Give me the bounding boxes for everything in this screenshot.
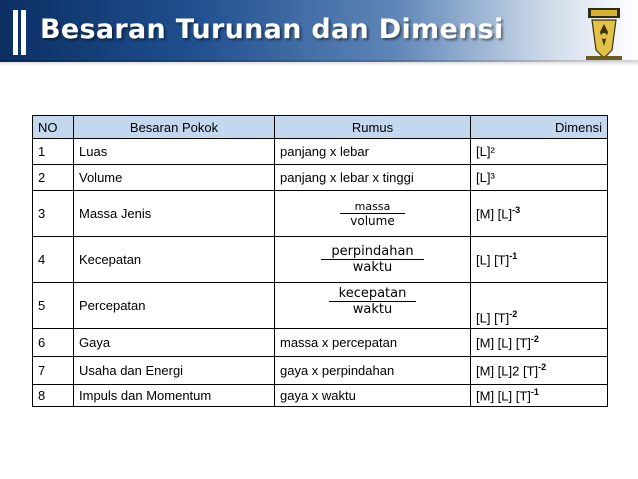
row-no: 4 bbox=[33, 237, 74, 283]
row-besaran: Luas bbox=[74, 139, 275, 165]
table-row bbox=[33, 191, 608, 237]
dimension-exponent: -2 bbox=[530, 334, 539, 345]
dimension-base: [M] [L] [T] bbox=[476, 388, 531, 404]
dimension-base: [M] [L] [T] bbox=[476, 335, 531, 351]
table-row bbox=[33, 237, 608, 283]
dimension-exponent: -2 bbox=[538, 362, 547, 373]
row-no: 7 bbox=[33, 357, 74, 385]
header-rumus: Rumus bbox=[275, 116, 471, 139]
dimension-base: [L] [T] bbox=[476, 252, 510, 268]
fraction bbox=[329, 286, 417, 317]
fraction bbox=[321, 244, 423, 275]
row-besaran: Massa Jenis bbox=[74, 191, 275, 237]
table-row bbox=[33, 139, 608, 165]
row-besaran: Kecepatan bbox=[74, 237, 275, 283]
row-besaran: Volume bbox=[74, 165, 275, 191]
fraction-numerator: perpindahan bbox=[321, 244, 423, 260]
row-no: 6 bbox=[33, 329, 74, 357]
table-row bbox=[33, 283, 608, 329]
dimension-exponent: -2 bbox=[509, 308, 518, 319]
row-dimensi: [L]² bbox=[471, 139, 608, 165]
row-rumus: gaya x perpindahan bbox=[275, 357, 471, 385]
fraction-denominator: waktu bbox=[352, 260, 393, 275]
table-row bbox=[33, 385, 608, 407]
row-dimensi: [L]³ bbox=[471, 165, 608, 191]
row-besaran: Usaha dan Energi bbox=[74, 357, 275, 385]
fraction-numerator: kecepatan bbox=[329, 286, 417, 302]
row-no: 3 bbox=[33, 191, 74, 237]
row-besaran: Percepatan bbox=[74, 283, 275, 329]
row-rumus: massa x percepatan bbox=[275, 329, 471, 357]
dimension-base: [L] [T] bbox=[476, 310, 510, 325]
university-crest-icon bbox=[582, 6, 626, 62]
row-no: 5 bbox=[33, 283, 74, 329]
dimension-base: [M] [L] bbox=[476, 206, 513, 222]
dimension-table bbox=[32, 115, 608, 407]
header-besaran-pokok: Besaran Pokok bbox=[74, 116, 275, 139]
banner-shadow bbox=[0, 60, 638, 66]
row-dimensi bbox=[471, 283, 608, 329]
banner-accent-bar bbox=[21, 10, 26, 55]
fraction bbox=[340, 200, 404, 228]
header-dimensi: Dimensi bbox=[471, 116, 608, 139]
row-no: 8 bbox=[33, 385, 74, 407]
fraction-numerator: massa bbox=[340, 200, 404, 214]
row-no: 2 bbox=[33, 165, 74, 191]
row-dimensi bbox=[471, 191, 608, 237]
row-dimensi bbox=[471, 237, 608, 283]
fraction-denominator: volume bbox=[350, 213, 395, 228]
fraction-denominator: waktu bbox=[352, 302, 393, 317]
row-besaran: Impuls dan Momentum bbox=[74, 385, 275, 407]
dimension-base: [M] [L]2 [T] bbox=[476, 363, 539, 379]
row-no: 1 bbox=[33, 139, 74, 165]
header-no: NO bbox=[33, 116, 74, 139]
row-rumus: gaya x waktu bbox=[275, 385, 471, 407]
table-header-row bbox=[33, 116, 608, 139]
row-rumus bbox=[275, 191, 471, 237]
table-row bbox=[33, 357, 608, 385]
row-rumus bbox=[275, 237, 471, 283]
row-rumus: panjang x lebar x tinggi bbox=[275, 165, 471, 191]
table-row bbox=[33, 165, 608, 191]
row-dimensi bbox=[471, 385, 608, 407]
dimension-exponent: -1 bbox=[530, 387, 539, 398]
row-dimensi bbox=[471, 357, 608, 385]
banner-accent-bar bbox=[13, 10, 18, 55]
slide-title: Besaran Turunan dan Dimensi bbox=[40, 14, 504, 45]
row-dimensi bbox=[471, 329, 608, 357]
dimension-exponent: -1 bbox=[509, 251, 518, 262]
table-row bbox=[33, 329, 608, 357]
row-rumus bbox=[275, 283, 471, 329]
dimension-exponent: -3 bbox=[512, 205, 521, 216]
row-rumus: panjang x lebar bbox=[275, 139, 471, 165]
row-besaran: Gaya bbox=[74, 329, 275, 357]
